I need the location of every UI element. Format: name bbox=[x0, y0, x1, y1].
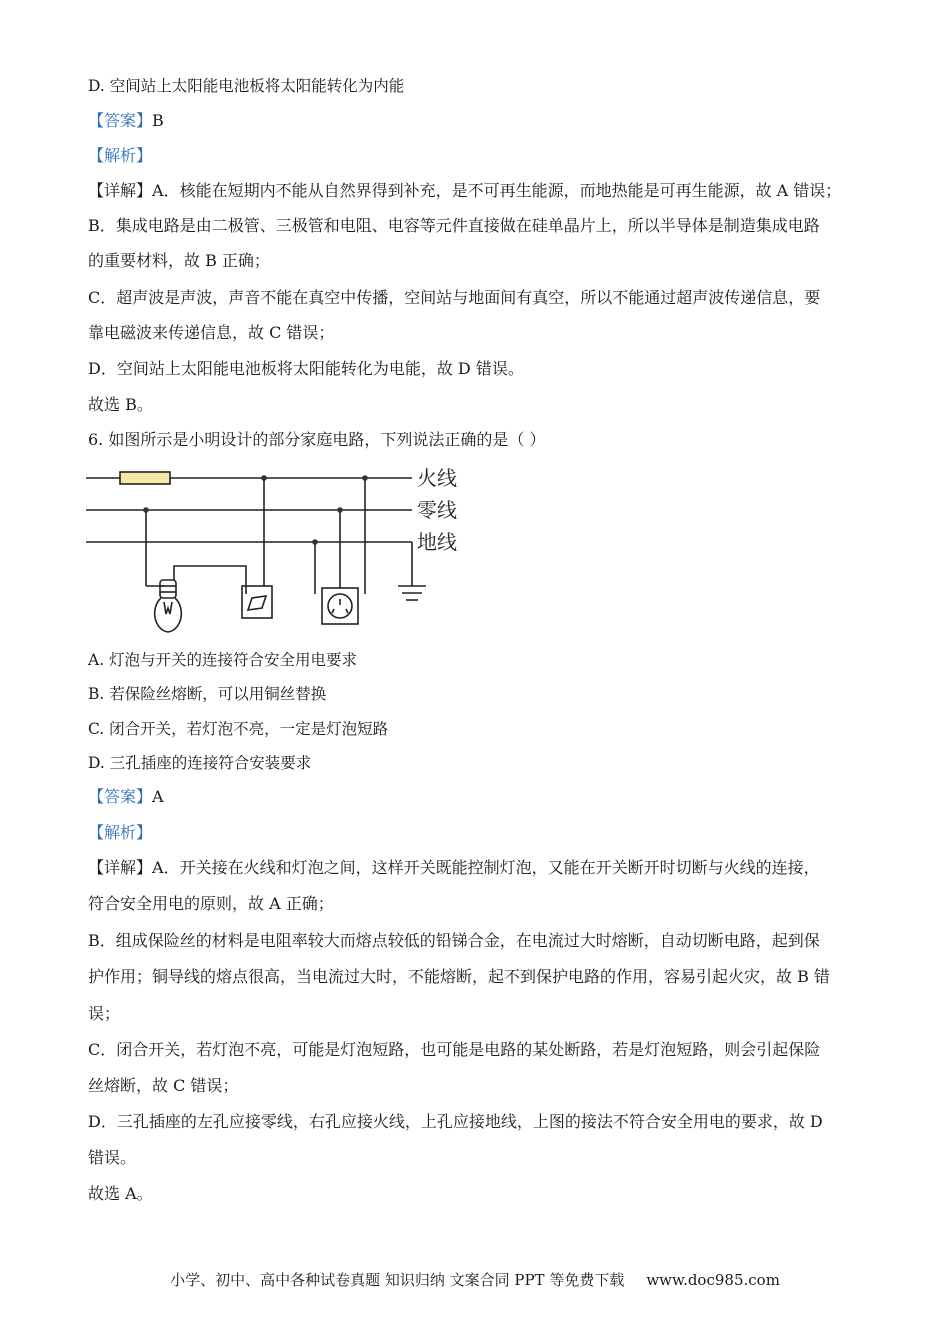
detail-a-text: A．开关接在火线和灯泡之间，这样开关既能控制灯泡，又能在开关断开时切断与火线的连接， bbox=[152, 858, 820, 877]
detail-tag: 【详解】 bbox=[88, 858, 153, 877]
question-stem: 6. 如图所示是小明设计的部分家庭电路，下列说法正确的是（ ） bbox=[88, 430, 546, 449]
option-d: D. 三孔插座的连接符合安装要求 bbox=[88, 754, 312, 772]
detail-a bbox=[88, 180, 841, 202]
conclusion: 故选 A。 bbox=[88, 1184, 153, 1203]
detail-b-line1: B．组成保险丝的材料是电阻率较大而熔点较低的铅锑合金，在电流过大时熔断，自动切断电路，起到保 bbox=[88, 931, 820, 950]
detail-a-line2: 符合安全用电的原则，故 A 正确； bbox=[88, 894, 334, 913]
option-a: A. 灯泡与开关的连接符合安全用电要求 bbox=[88, 651, 358, 669]
live-wire-label: 火线 bbox=[417, 466, 457, 490]
option-c: C. 闭合开关，若灯泡不亮，一定是灯泡短路 bbox=[88, 720, 389, 738]
detail-d-line2: 错误。 bbox=[88, 1148, 137, 1167]
answer-tag: 【答案】 bbox=[88, 787, 153, 806]
detail-b-line3: 误； bbox=[88, 1004, 121, 1023]
footer-text: 小学、初中、高中各种试卷真题 知识归纳 文案合同 PPT 等免费下载 bbox=[170, 1271, 625, 1289]
detail-a-text: A．核能在短期内不能从自然界得到补充，是不可再生能源，而地热能是可再生能源，故 A 错误； bbox=[152, 181, 842, 200]
detail-d: D．空间站上太阳能电池板将太阳能转化为电能，故 D 错误。 bbox=[88, 359, 524, 378]
analysis-tag: 【解析】 bbox=[88, 823, 153, 842]
option-d: D. 空间站上太阳能电池板将太阳能转化为内能 bbox=[88, 77, 405, 95]
detail-b-line1: B．集成电路是由二极管、三极管和电阻、电容等元件直接做在硅单晶片上，所以半导体是制造集成电路 bbox=[88, 216, 820, 235]
light-bulb-icon bbox=[155, 580, 182, 632]
answer-value: B bbox=[152, 111, 164, 130]
detail-b-line2: 护作用；铜导线的熔点很高，当电流过大时，不能熔断，起不到保护电路的作用，容易引起火灾，故 B 错 bbox=[88, 967, 830, 986]
analysis-tag: 【解析】 bbox=[88, 146, 153, 165]
detail-b-line2: 的重要材料，故 B 正确； bbox=[88, 251, 270, 270]
neutral-wire-label: 零线 bbox=[417, 498, 457, 522]
detail-c-line1: C．超声波是声波，声音不能在真空中传播，空间站与地面间有真空，所以不能通过超声波传递信息，要 bbox=[88, 288, 821, 307]
detail-c-line1: C．闭合开关，若灯泡不亮，可能是灯泡短路，也可能是电路的某处断路，若是灯泡短路，则会引起保险 bbox=[88, 1040, 821, 1059]
detail-tag: 【详解】 bbox=[88, 181, 153, 200]
conclusion: 故选 B。 bbox=[88, 395, 153, 414]
answer-tag: 【答案】 bbox=[88, 111, 153, 130]
detail-a-line1 bbox=[88, 857, 820, 879]
answer-value: A bbox=[152, 787, 164, 806]
option-b: B. 若保险丝熔断，可以用铜丝替换 bbox=[88, 685, 327, 703]
three-hole-socket-icon bbox=[322, 588, 358, 624]
answer-line bbox=[88, 110, 164, 132]
footer-site-link[interactable]: www.doc985.com bbox=[646, 1271, 780, 1289]
circuit-diagram bbox=[80, 462, 480, 642]
page-footer bbox=[0, 1270, 950, 1290]
detail-d-line1: D．三孔插座的左孔应接零线，右孔应接火线，上孔应接地线，上图的接法不符合安全用电的要求，故 D bbox=[88, 1112, 823, 1131]
fuse-icon bbox=[120, 472, 170, 484]
ground-wire-label: 地线 bbox=[417, 530, 457, 554]
detail-c-line2: 丝熔断，故 C 错误； bbox=[88, 1076, 239, 1095]
answer-line bbox=[88, 786, 164, 808]
detail-c-line2: 靠电磁波来传递信息，故 C 错误； bbox=[88, 323, 335, 342]
